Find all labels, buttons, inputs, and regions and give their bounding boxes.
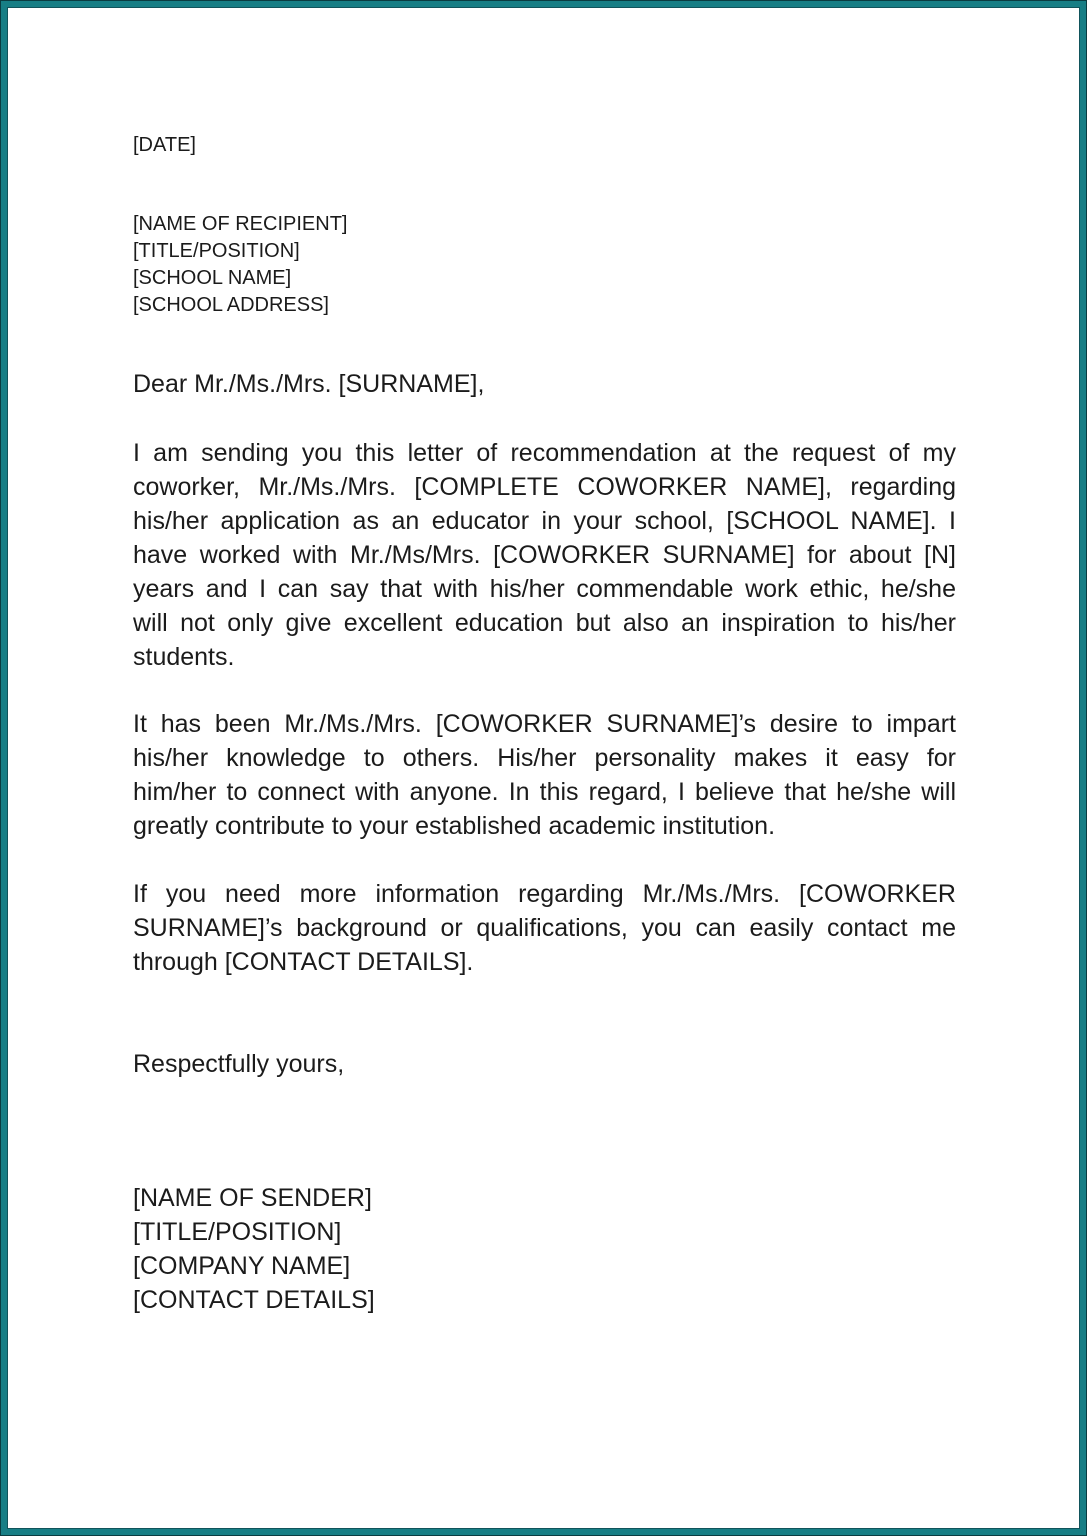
recipient-title: [TITLE/POSITION] [133, 240, 300, 262]
salutation: Dear Mr./Ms./Mrs. [SURNAME], [133, 370, 485, 398]
sender-contact: [CONTACT DETAILS] [133, 1286, 375, 1314]
paragraph-line: coworker, Mr./Ms./Mrs. [COMPLETE COWORKER NAME], regarding [133, 473, 956, 501]
paragraph-line: through [CONTACT DETAILS]. [133, 948, 474, 976]
paragraph-1 [133, 436, 956, 674]
paragraph-2 [133, 707, 956, 843]
paragraph-line: him/her to connect with anyone. In this regard, I believe that he/she will [133, 778, 956, 806]
sender-name: [NAME OF SENDER] [133, 1184, 372, 1212]
recipient-school-address: [SCHOOL ADDRESS] [133, 294, 329, 316]
paragraph-line: his/her application as an educator in your school, [SCHOOL NAME]. I [133, 507, 956, 535]
paragraph-line: years and I can say that with his/her commendable work ethic, he/she [133, 575, 956, 603]
paragraph-line: will not only give excellent education but also an inspiration to his/her [133, 609, 956, 637]
sender-company: [COMPANY NAME] [133, 1252, 351, 1280]
paragraph-line: I am sending you this letter of recommendation at the request of my [133, 439, 956, 467]
paragraph-3 [133, 877, 956, 979]
paragraph-line: have worked with Mr./Ms/Mrs. [COWORKER SURNAME] for about [N] [133, 541, 956, 569]
recipient-block [133, 211, 956, 319]
paragraph-line: SURNAME]’s background or qualifications, you can easily contact me [133, 914, 956, 942]
recipient-school-name: [SCHOOL NAME] [133, 267, 292, 289]
paragraph-line: It has been Mr./Ms./Mrs. [COWORKER SURNAME]’s desire to impart [133, 710, 956, 738]
closing-line: Respectfully yours, [133, 1050, 345, 1078]
sender-title: [TITLE/POSITION] [133, 1218, 342, 1246]
paragraph-line: If you need more information regarding Mr./Ms./Mrs. [COWORKER [133, 880, 956, 908]
paragraph-line: students. [133, 643, 235, 671]
paragraph-line: his/her knowledge to others. His/her personality makes it easy for [133, 744, 956, 772]
date-line: [DATE] [133, 134, 196, 156]
recipient-name: [NAME OF RECIPIENT] [133, 213, 348, 235]
paragraph-line: greatly contribute to your established academic institution. [133, 812, 776, 840]
signature-block [133, 1181, 956, 1317]
